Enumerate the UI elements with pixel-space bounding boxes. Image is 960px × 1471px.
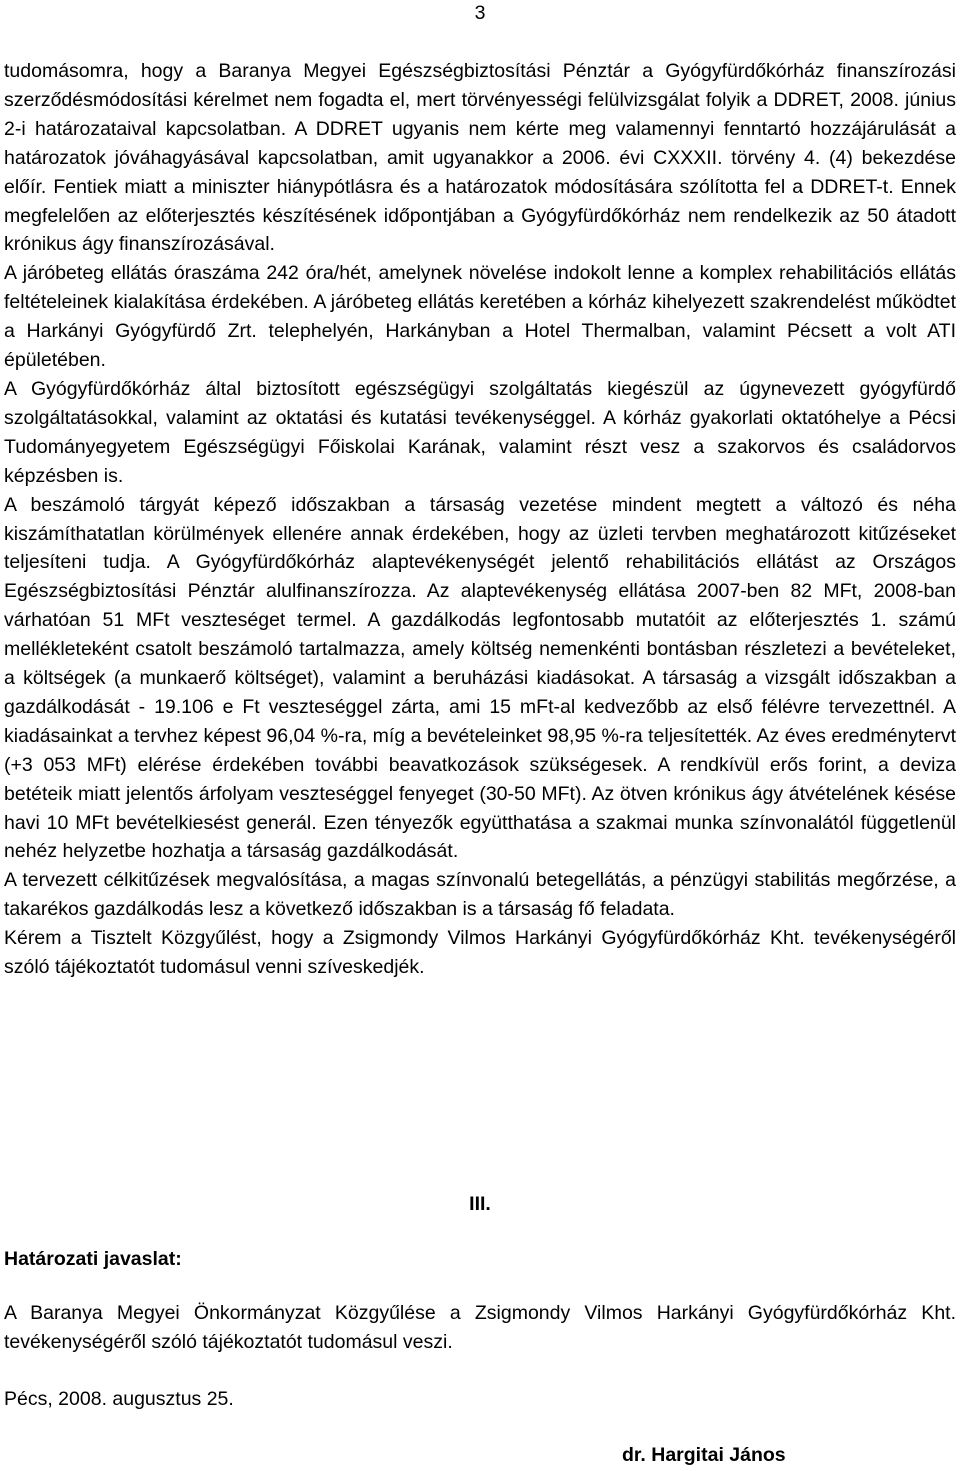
page-number: 3 (474, 2, 486, 24)
resolution-text: A Baranya Megyei Önkormányzat Közgyűlése a Zsigmondy Vilmos Harkányi Gyógyfürdőkórház Kht. tevékenységéről szóló tájékoztatót tudomásul veszi. (4, 1302, 956, 1353)
paragraph-outpatient-care: A járóbeteg ellátás óraszáma 242 óra/hét, amelynek növelése indokolt lenne a komplex rehabilitációs ellátás feltételeinek kialakítása érdekében. A járóbeteg ellátás keretében a kórház kihelyezett szakrendelést működtet a Harkányi Gyógyfürdő Zrt. telephelyén, Harkányban a Hotel Thermalban, valamint Pécsett a volt ATI épületében. (4, 262, 956, 372)
place-date: Pécs, 2008. augusztus 25. (4, 1388, 234, 1410)
paragraph-funding-status: tudomásomra, hogy a Baranya Megyei Egészségbiztosítási Pénztár a Gyógyfürdőkórház finanszírozási szerződésmódosítási kérelmet nem fogadta el, mert törvényességi felülvizsgálat folyik a DDRET, 2008. június 2-i határozataival kapcsolatban. A DDRET ugyanis nem kérte meg valamennyi fenntartó hozzájárulását a határozatok jóváhagyásával kapcsolatban, amit ugyanakkor a 2006. évi CXXXII. törvény 4. (4) bekezdése előír. Fentiek miatt a miniszter hiánypótlásra és a határozatok módosítására szólította fel a DDRET-t. Ennek megfelelően az előterjesztés készítésének időpontjában a Gyógyfürdőkórház nem rendelkezik az 50 átadott krónikus ágy finanszírozásával. (4, 60, 956, 256)
paragraph-goals: A tervezett célkitűzések megvalósítása, a magas színvonalú betegellátás, a pénzügyi stabilitás megőrzése, a takarékos gazdálkodás lesz a következő időszakban is a társaság fő feladata. (4, 869, 956, 921)
paragraph-request: Kérem a Tisztelt Közgyűlést, hogy a Zsigmondy Vilmos Harkányi Gyógyfürdőkórház Kht. tevékenységéről szóló tájékoztatót tudomásul venni szíveskedjék. (4, 927, 956, 979)
paragraph-services-education: A Gyógyfürdőkórház által biztosított egészségügyi szolgáltatás kiegészül az úgynevezett gyógyfürdő szolgáltatásokkal, valamint az oktatási és kutatási tevékenységgel. A kórház gyakorlati oktatóhelye a Pécsi Tudományegyetem Egészségügyi Főiskolai Karának, valamint részt vesz a szakorvos és családorvos képzésben is. (4, 377, 956, 487)
section-number: III. (469, 1193, 491, 1215)
body-text (4, 57, 956, 982)
signatory-name: dr. Hargitai János (622, 1444, 786, 1466)
resolution-heading: Határozati javaslat: (4, 1248, 182, 1270)
paragraph-financial-report: A beszámoló tárgyát képező időszakban a társaság vezetése mindent megtett a változó és néha kiszámíthatatlan körülmények ellenére annak érdekében, hogy az üzleti tervben meghatározott kitűzéseket teljesíteni tudja. A Gyógyfürdőkórház alaptevékenységét jelentő rehabilitációs ellátást az Országos Egészségbiztosítási Pénztár alulfinanszírozza. Az alaptevékenység ellátása 2007-ben 82 MFt, 2008-ban várhatóan 51 MFt veszteséget termel. A gazdálkodás legfontosabb mutatóit az előterjesztés 1. számú mellékleteként csatolt beszámoló tartalmazza, amely költség nemenkénti bontásban részletezi a bevételeket, a költségek (a munkaerő költséget), valamint a beruházási kiadásokat. A társaság a vizsgált időszakban a gazdálkodását - 19.106 e Ft veszteséggel zárta, ami 15 mFt-al kedvezőbb az első félévre tervezettnél. A kiadásainkat a tervhez képest 96,04 %-ra, míg a bevételeinket 98,95 %-ra teljesítették. Az éves eredménytervt (+3 053 MFt) elérése érdekében további beavatkozások szükségesek. A rendkívül erős forint, a deviza betéteik miatt jelentős árfolyam veszteséggel fenyeget (30-50 MFt). Az ötven krónikus ágy átvételének késése havi 10 MFt bevételkiesést generál. Ezen tényezők együtthatása a szakmai munka színvonalától függetlenül nehéz helyzetbe hozhatja a társaság gazdálkodását. (4, 493, 956, 863)
